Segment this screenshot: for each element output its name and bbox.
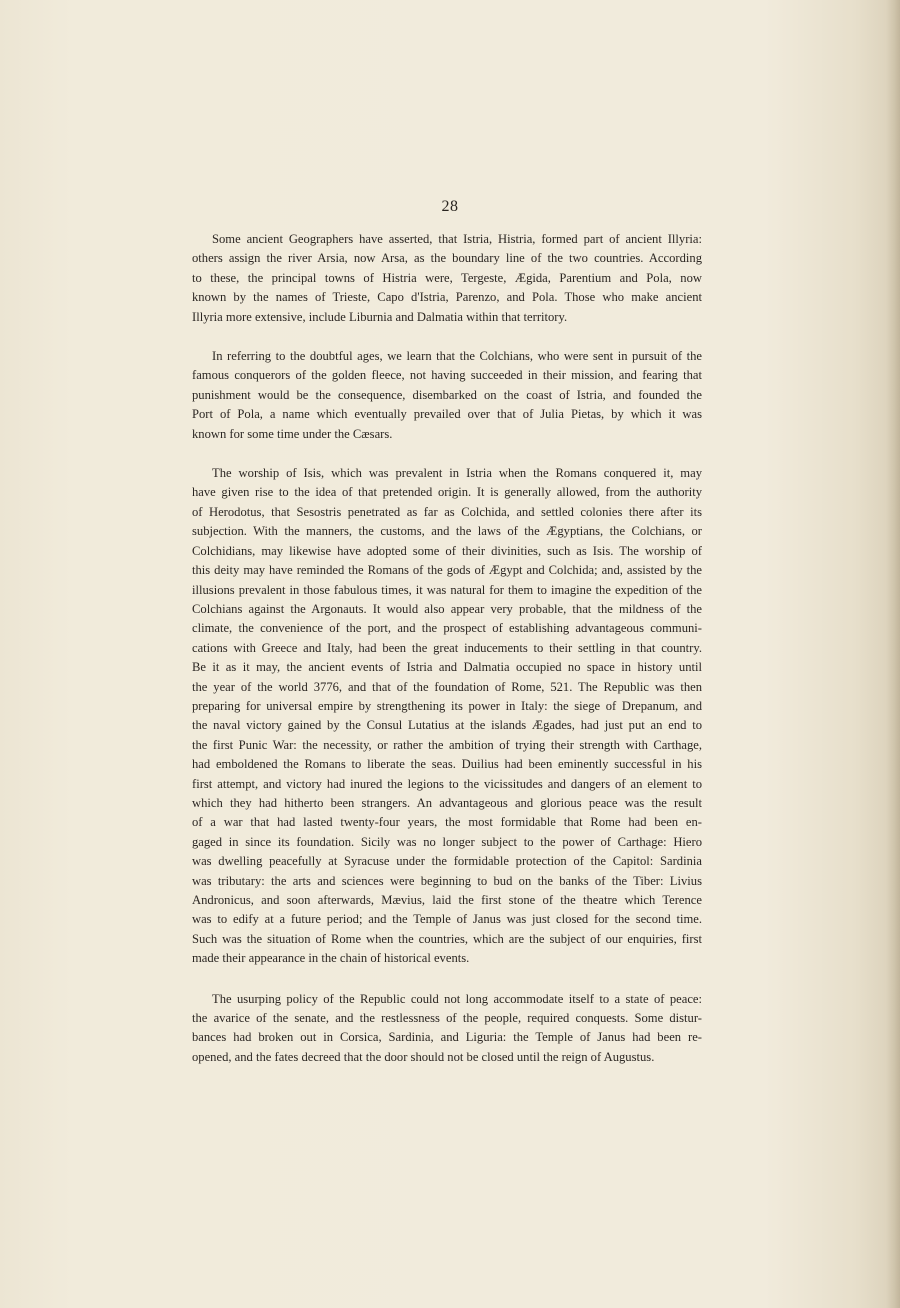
paragraph-spacer	[192, 969, 702, 990]
text-line: bances had broken out in Corsica, Sardinia, and Liguria: the Temple of Janus had been re-	[192, 1030, 702, 1045]
text-line: was to edify at a future period; and the Temple of Janus was just closed for the second time.	[192, 912, 702, 927]
text-line: Colchidians, may likewise have adopted some of their divinities, such as Isis. The worship of	[192, 543, 702, 558]
paragraph-spacer	[192, 444, 702, 464]
text-line: climate, the convenience of the port, and the prospect of establishing advantageous communi-	[192, 621, 702, 636]
paragraph-colchians	[192, 347, 702, 444]
page-edge-shadow	[886, 0, 900, 1308]
text-line: which they had hitherto been strangers. An advantageous and glorious peace was the result	[192, 795, 702, 810]
text-line: In referring to the doubtful ages, we learn that the Colchians, who were sent in pursuit of the	[212, 349, 702, 364]
text-line: Andronicus, and soon afterwards, Mævius, laid the first stone of the theatre which Terence	[192, 893, 702, 907]
paragraph-usurping-policy	[192, 990, 702, 1068]
text-line: the naval victory gained by the Consul Lutatius at the islands Ægades, had just put an end to	[192, 718, 702, 733]
paragraph-worship-of-isis	[192, 464, 702, 969]
text-line: the avarice of the senate, and the restlessness of the people, required conquests. Some distur-	[192, 1011, 702, 1026]
text-line: the year of the world 3776, and that of the foundation of Rome, 521. The Republic was then	[192, 679, 702, 694]
body-text	[192, 230, 702, 1067]
text-line: first attempt, and victory had inured the legions to the vicissitudes and dangers of an element to	[192, 776, 702, 791]
paragraph-istria-geography	[192, 230, 702, 327]
text-line: of Herodotus, that Sesostris penetrated as far as Colchida, and settled colonies there after its	[192, 504, 702, 519]
text-line: to these, the principal towns of Histria were, Tergeste, Ægida, Parentium and Pola, now	[192, 270, 702, 285]
text-line: was dwelling peacefully at Syracuse under the formidable protection of the Capitol: Sardinia	[192, 854, 702, 869]
text-line: illusions prevalent in those fabulous times, it was natural for them to imagine the expedition of the	[192, 582, 702, 597]
text-line: subjection. With the manners, the customs, and the laws of the Ægyptians, the Colchians, or	[192, 524, 702, 539]
text-line: Illyria more extensive, include Liburnia and Dalmatia within that territory.	[192, 309, 568, 324]
text-line: had emboldened the Romans to liberate the seas. Duilius had been eminently successful in his	[192, 757, 702, 772]
text-line: The worship of Isis, which was prevalent in Istria when the Romans conquered it, may	[212, 466, 702, 481]
text-line: Such was the situation of Rome when the countries, which are the subject of our enquiries, first	[192, 931, 702, 946]
text-line: known by the names of Trieste, Capo d'Istria, Parenzo, and Pola. Those who make ancient	[192, 290, 702, 305]
text-line: The usurping policy of the Republic could not long accommodate itself to a state of peace:	[212, 991, 702, 1006]
text-line: made their appearance in the chain of historical events.	[192, 951, 470, 966]
text-line: Be it as it may, the ancient events of Istria and Dalmatia occupied no space in history until	[192, 660, 702, 675]
text-line: opened, and the fates decreed that the door should not be closed until the reign of Augustus.	[192, 1049, 655, 1064]
text-line: Colchians against the Argonauts. It would also appear very probable, that the mildness of the	[192, 601, 702, 616]
text-line: of a war that had lasted twenty-four years, the most formidable that Rome had been en-	[192, 815, 702, 830]
text-line: famous conquerors of the golden fleece, not having succeeded in their mission, and fearing that	[192, 368, 702, 383]
text-line: have given rise to the idea of that pretended origin. It is generally allowed, from the authority	[192, 485, 702, 500]
text-line: was tributary: the arts and sciences were beginning to bud on the banks of the Tiber: Livius	[192, 873, 702, 888]
text-line: punishment would be the consequence, disembarked on the coast of Istria, and founded the	[192, 387, 702, 402]
text-line: gaged in since its foundation. Sicily was no longer subject to the power of Carthage: Hiero	[192, 834, 702, 849]
page-number: 28	[441, 198, 459, 215]
text-line: Port of Pola, a name which eventually prevailed over that of Julia Pietas, by which it was	[192, 407, 702, 422]
paragraph-spacer	[192, 327, 702, 347]
text-line: cations with Greece and Italy, had been the great inducements to their settling in that country.	[192, 640, 702, 655]
text-line: Some ancient Geographers have asserted, that Istria, Histria, formed part of ancient Illyria:	[212, 232, 702, 246]
text-line: known for some time under the Cæsars.	[192, 426, 393, 441]
text-line: this deity may have reminded the Romans of the gods of Ægypt and Colchida; and, assisted by the	[192, 563, 702, 578]
text-line: others assign the river Arsia, now Arsa, as the boundary line of the two countries. According	[192, 251, 702, 266]
text-line: the first Punic War: the necessity, or rather the ambition of trying their strength with Carthage,	[192, 737, 702, 752]
text-line: preparing for universal empire by strengthening its power in Italy: the siege of Drepanum, and	[192, 698, 702, 713]
